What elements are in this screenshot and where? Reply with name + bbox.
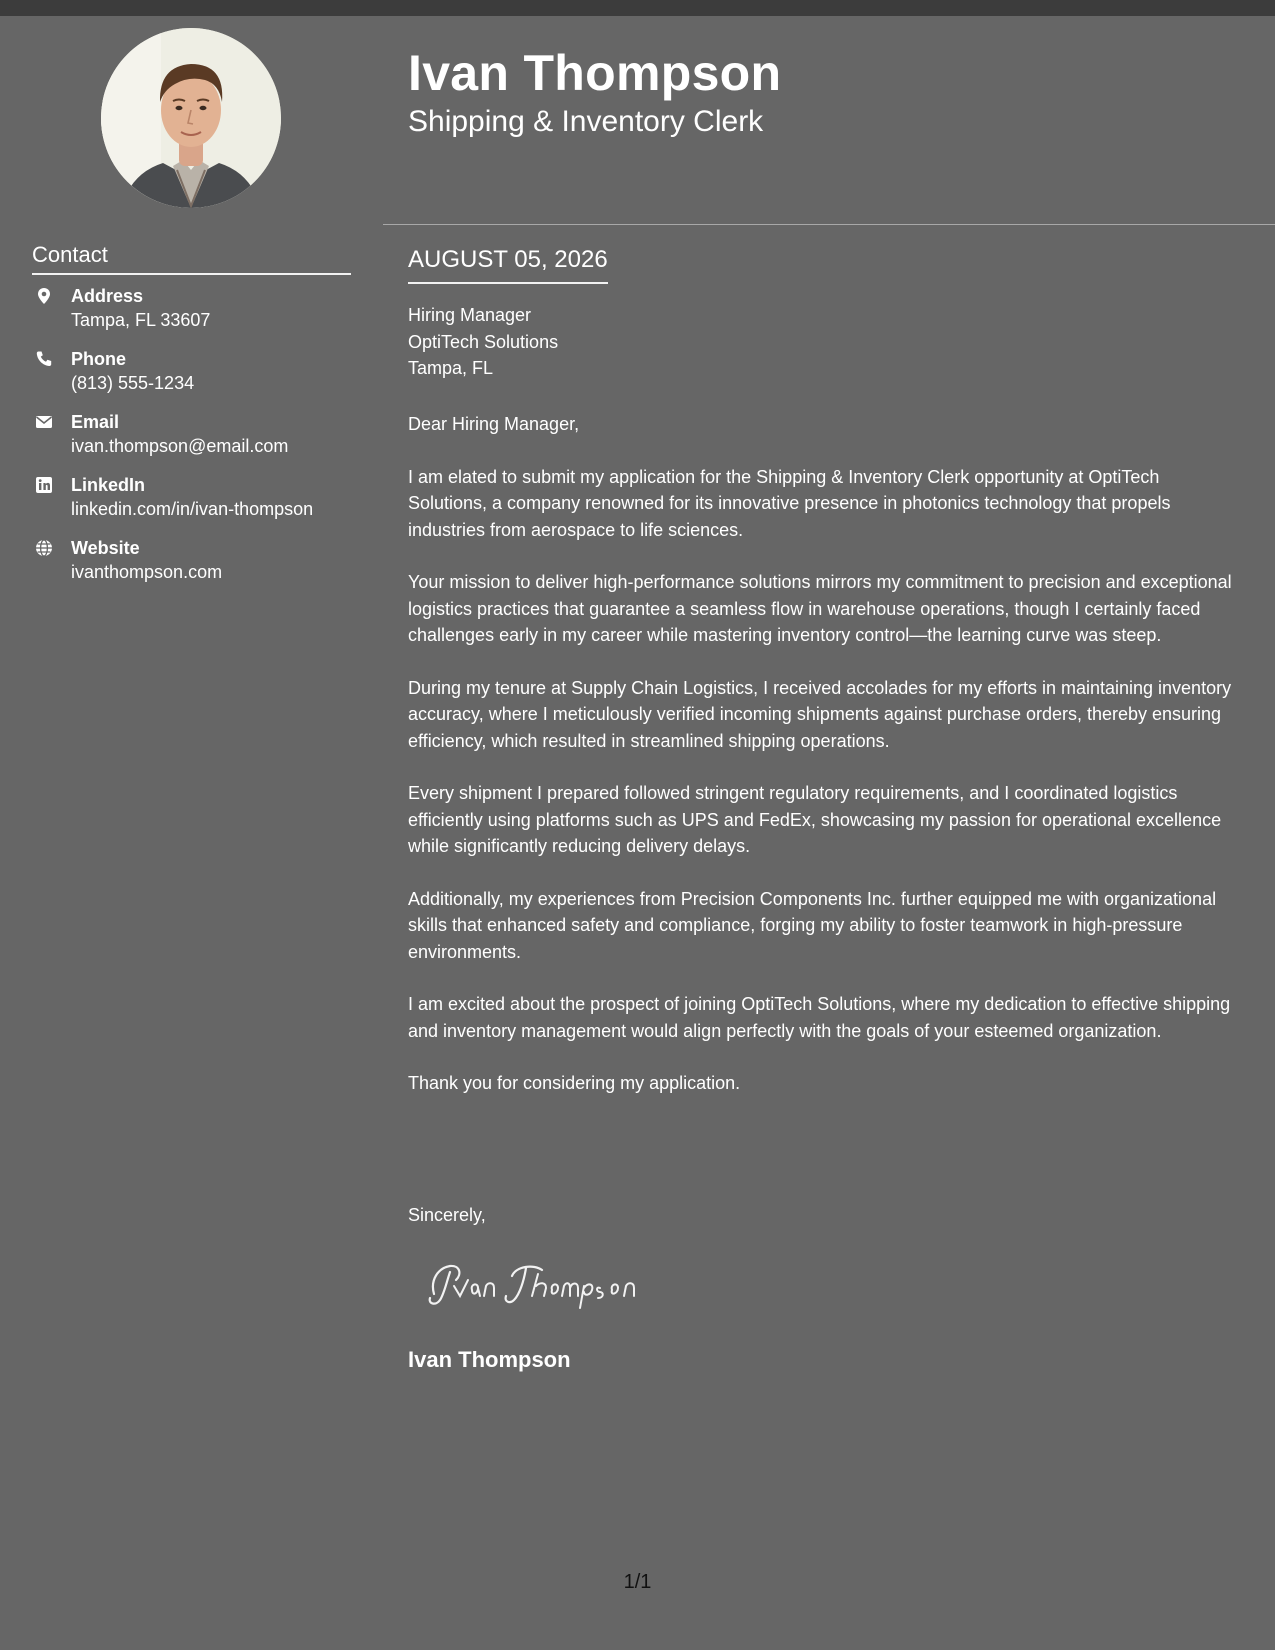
linkedin-label: LinkedIn [71,475,146,495]
signature-image [420,1250,660,1314]
letter-paragraph: Your mission to deliver high-performance solutions mirrors my commitment to precision and exceptional logistics practices that guarantee a seamless flow in warehouse operations, though I certainly faced challenges early in my career while mastering inventory control—the learning curve was steep. [408,572,1232,645]
globe-icon [35,539,53,557]
closing: Sincerely, [408,1205,486,1225]
letter-paragraph: During my tenure at Supply Chain Logistics, I received accolades for my efforts in maintaining inventory accuracy, where I meticulously verified incoming shipments against purchase orders, thereby ensuring efficiency, which resulted in streamlined shipping operations. [408,677,1232,751]
letter-date: AUGUST 05, 2026 [408,244,608,284]
contact-email [32,410,362,473]
header-divider [383,224,1275,225]
phone-value: (813) 555-1234 [71,373,195,393]
website-label: Website [71,538,140,558]
letter-paragraph: I am elated to submit my application for the Shipping & Inventory Clerk opportunity at OptiTech Solutions, a company renowned for its innovative presence in photonics technology that propels industries from aerospace to life sciences. [408,466,1171,540]
address-label: Address [71,286,144,306]
linkedin-icon [35,476,53,494]
avatar [101,28,281,208]
contact-linkedin [32,473,362,536]
phone-label: Phone [71,349,127,369]
website-value[interactable]: ivanthompson.com [71,562,223,582]
email-value[interactable]: ivan.thompson@email.com [71,436,289,456]
address-value: Tampa, FL 33607 [71,310,211,330]
applicant-name: Ivan Thompson [408,45,782,101]
contact-phone [32,347,362,410]
envelope-icon [35,413,53,431]
recipient-line: OptiTech Solutions [408,331,559,352]
job-title: Shipping & Inventory Clerk [408,105,764,138]
letter-paragraph: I am excited about the prospect of joining OptiTech Solutions, where my dedication to effective shipping and inventory management would align perfectly with the goals of your esteemed organization. [408,994,1231,1041]
phone-icon [35,350,53,368]
contact-list [32,284,362,599]
contact-website [32,536,362,599]
contact-address [32,284,362,347]
recipient-line: Tampa, FL [408,358,494,378]
page-number: 1/1 [623,1571,652,1593]
letter-paragraph: Thank you for considering my application. [408,1073,741,1093]
top-bar [0,0,1275,16]
greeting: Dear Hiring Manager, [408,414,580,434]
signer-name: Ivan Thompson [408,1347,571,1372]
recipient-block [408,302,558,382]
letter-body [408,411,1238,1123]
recipient-line: Hiring Manager [408,305,532,325]
letter-paragraph: Additionally, my experiences from Precision Components Inc. further equipped me with organizational skills that enhanced safety and compliance, forging my ability to foster teamwork in high-pressure environments. [408,888,1217,962]
location-pin-icon [35,287,53,305]
email-label: Email [71,412,120,432]
linkedin-value[interactable]: linkedin.com/in/ivan-thompson [71,499,314,519]
profile-photo [101,28,281,208]
letter-paragraph: Every shipment I prepared followed stringent regulatory requirements, and I coordinated logistics efficiently using platforms such as UPS and FedEx, showcasing my passion for operational excellence while significantly reducing delivery delays. [408,783,1222,856]
contact-heading: Contact [32,240,351,275]
